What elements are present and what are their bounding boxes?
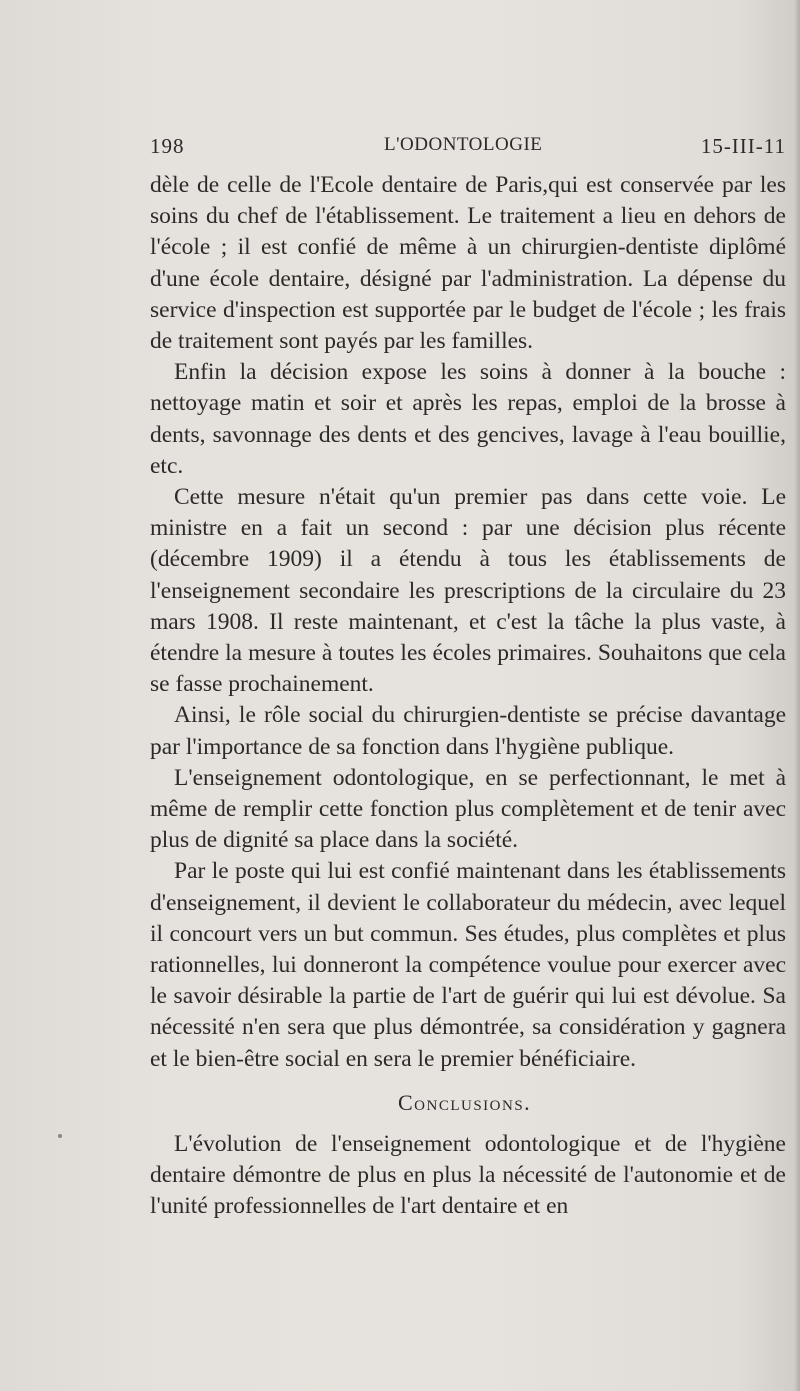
issue-date: 15-III-11 xyxy=(700,134,786,158)
body-text xyxy=(150,170,786,1223)
paragraph-conclusions: L'évolution de l'enseignement odontologique et de l'hygiène dentaire démontre de plus en plus la nécessité de l'autonomie et de l'unité professionnelles de l'art dentaire et en xyxy=(150,1130,786,1220)
page-number: 198 xyxy=(150,134,185,158)
paragraph-mouth-care: Enfin la décision expose les soins à donner à la bouche : nettoyage matin et soir et après les repas, emploi de la brosse à dents, savonnage des dents et des gencives, lavage à l'eau bouillie, etc. xyxy=(150,359,786,479)
section-heading-conclusions: Conclusions. xyxy=(398,1089,532,1115)
paragraph-minister-decision: Cette mesure n'était qu'un premier pas dans cette voie. Le ministre en a fait un second : par une décision plus récente (décembre 1909) il a étendu à tous les établissements de l'enseignement secondaire les prescriptions de la circulaire du 23 mars 1908. Il reste maintenant, et c'est la tâche la plus vaste, à étendre la mesure à toutes les écoles primaires. Souhaitons que cela se fasse prochainement. xyxy=(150,484,786,698)
journal-title: L'ODONTOLOGIE xyxy=(384,134,543,155)
page-edge-shadow xyxy=(794,0,800,1391)
running-header xyxy=(150,134,786,168)
paragraph-inspection-service: dèle de celle de l'Ecole dentaire de Paris,qui est conservée par les soins du chef de l'établissement. Le traitement a lieu en dehors de l'école ; il est confié de même à un chirurgien-dentiste diplômé d'une école dentaire, désigné par l'administration. La dépense du service d'inspection est supportée par le budget de l'école ; les frais de traitement sont payés par les familles. xyxy=(150,172,786,355)
paragraph-school-post: Par le poste qui lui est confié maintenant dans les établissements d'enseignement, il devient le collaborateur du médecin, avec lequel il concourt vers un but commun. Ses études, plus complètes et plus rationnelles, lui donneront la compétence voulue pour exercer avec le savoir désirable la partie de l'art de guérir qui lui est dévolue. Sa nécessité n'en sera que plus démontrée, sa considération y gagnera et le bien-être social en sera le premier bénéficiaire. xyxy=(150,858,786,1072)
paragraph-social-role: Ainsi, le rôle social du chirurgien-dentiste se précise davantage par l'importance de sa fonction dans l'hygiène publique. xyxy=(150,702,786,760)
paragraph-odontology-teaching: L'enseignement odontologique, en se perfectionnant, le met à même de remplir cette fonction plus complètement et de tenir avec plus de dignité sa place dans la société. xyxy=(150,764,786,854)
paper-speck xyxy=(58,1134,62,1138)
